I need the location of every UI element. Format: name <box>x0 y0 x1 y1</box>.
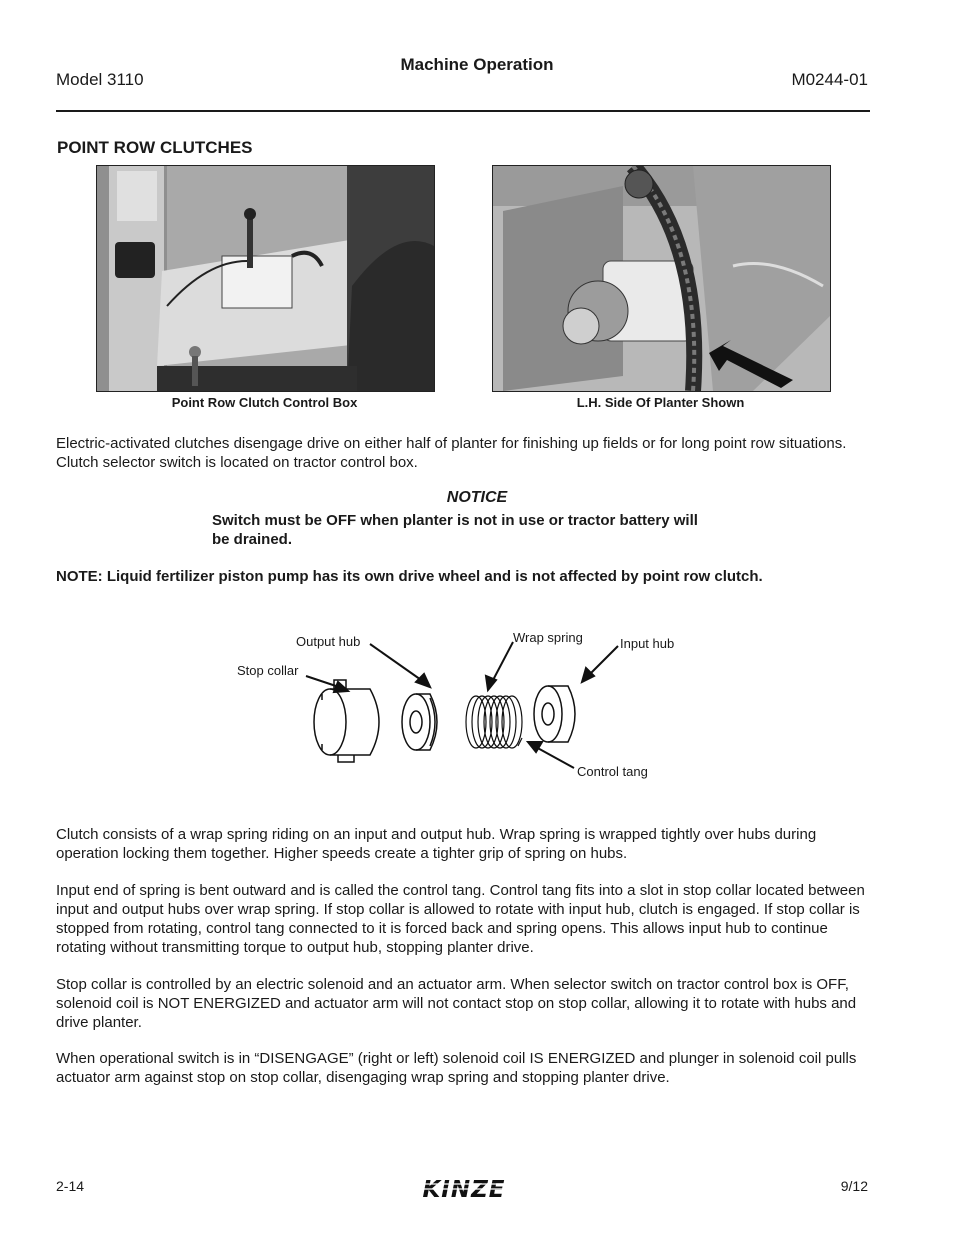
label-control-tang: Control tang <box>577 764 648 779</box>
header-title: Machine Operation <box>400 55 554 74</box>
label-output-hub: Output hub <box>296 634 361 649</box>
right-photo-caption: L.H. Side Of Planter Shown <box>576 395 745 410</box>
label-input-hub: Input hub <box>620 636 675 651</box>
paragraph-stop-collar: Stop collar is controlled by an electric solenoid and an actuator arm. When selector switch on tractor control box is OFF, solenoid coil is NOT ENERGIZED and actuator arm will not contact stop on stop collar, allowing it to rotate with hubs and drive planter. <box>56 976 857 1031</box>
header-model: Model 3110 <box>56 70 144 89</box>
planter-side-photo <box>492 165 831 392</box>
intro-paragraph: Electric-activated clutches disengage drive on either half of planter for finishing up fields or for long point row situations. Clutch selector switch is located on tractor control box. <box>56 435 847 471</box>
note-text: NOTE: Liquid fertilizer piston pump has its own drive wheel and is not affected by point row clutch. <box>56 568 763 585</box>
notice-heading: NOTICE <box>446 489 508 506</box>
section-title: POINT ROW CLUTCHES <box>57 138 253 157</box>
left-photo-caption: Point Row Clutch Control Box <box>171 395 358 410</box>
kinze-logo <box>404 1176 524 1202</box>
paragraph-control-tang: Input end of spring is bent outward and is called the control tang. Control tang fits into a slot in stop collar located between input and output hubs over wrap spring. If stop collar is allowed to rotate with input hub, clutch is engaged. If stop collar is stopped from rotating, control tang connected to it is forced back and spring opens. This allows input hub to continue rotating without transmitting torque to output hub, stopping planter drive. <box>56 882 865 956</box>
control-box-photo <box>96 165 435 392</box>
header-doc-number: M0244-01 <box>791 70 868 89</box>
kinze-logo-text: KINZE <box>422 1177 506 1202</box>
output-hub-part <box>402 694 437 750</box>
footer-date: 9/12 <box>840 1178 868 1194</box>
header-rule <box>56 110 870 112</box>
stop-collar-part <box>314 680 379 762</box>
label-wrap-spring: Wrap spring <box>513 630 583 645</box>
notice-body: Switch must be OFF when planter is not in use or tractor battery will be drained. <box>212 512 698 548</box>
paragraph-wrap-spring: Clutch consists of a wrap spring riding on an input and output hub. Wrap spring is wrapped tightly over hubs during operation locking them together. Higher speeds create a tighter grip of spring on hubs. <box>56 826 817 862</box>
paragraph-disengage: When operational switch is in “DISENGAGE” (right or left) solenoid coil IS ENERGIZED and plunger in solenoid coil pulls actuator arm against stop on stop collar, disengaging wrap spring and stopping planter drive. <box>56 1050 857 1086</box>
wrap-spring-part <box>466 696 522 748</box>
input-hub-part <box>534 686 575 742</box>
label-stop-collar: Stop collar <box>237 663 299 678</box>
footer-page-number: 2-14 <box>56 1178 85 1194</box>
